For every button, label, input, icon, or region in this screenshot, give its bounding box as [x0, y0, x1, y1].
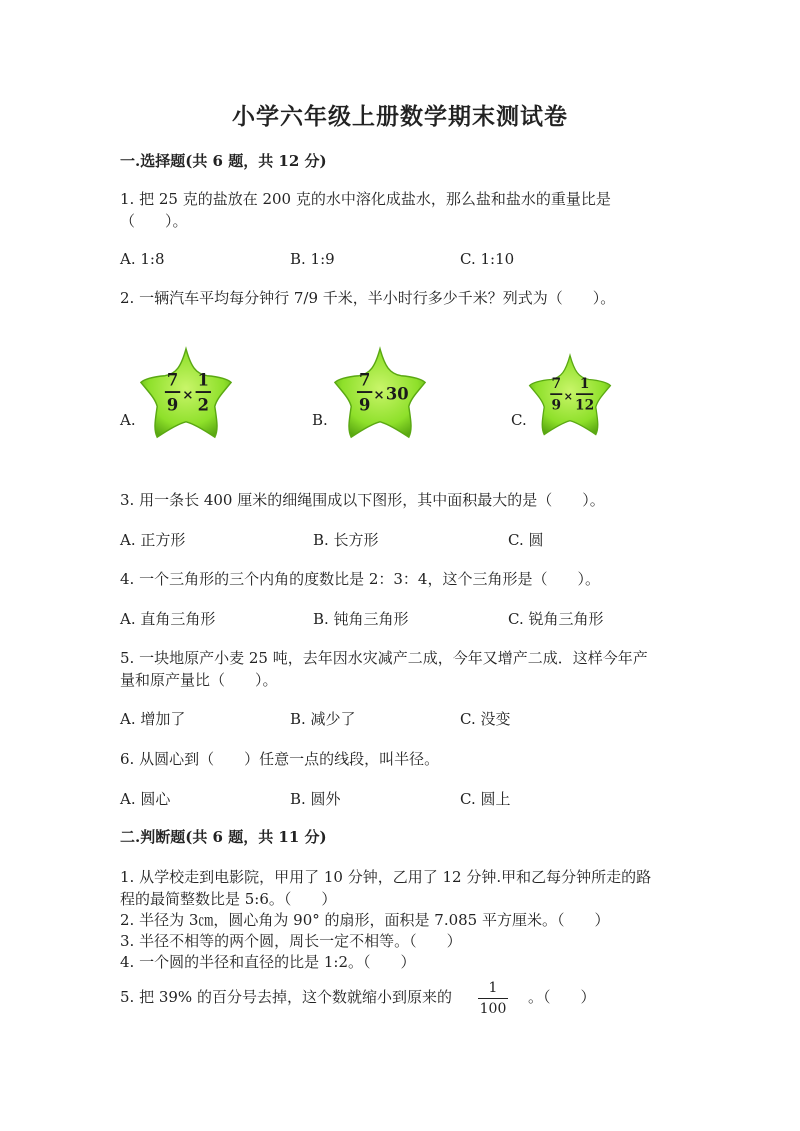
- question-5-line1: 5. 一块地原产小麦 25 吨，去年因水灾减产二成，今年又增产二成．这样今年产: [120, 649, 648, 667]
- judge-5-fraction-num: 1: [488, 980, 498, 996]
- question-6: 6. 从圆心到（ ）任意一点的线段，叫半径。: [120, 750, 440, 768]
- question-3: 3. 用一条长 400 厘米的细绳围成以下图形，其中面积最大的是（ ）。: [120, 491, 605, 509]
- star-c-op: ×: [563, 390, 573, 404]
- question-5-line2: 量和原产量比（ ）。: [120, 671, 278, 689]
- judge-5-tail: 。（ ）: [528, 988, 596, 1006]
- q4-option-a: A. 直角三角形: [120, 610, 216, 628]
- judge-4: 4. 一个圆的半径和直径的比是 1:2。（ ）: [120, 953, 416, 971]
- q3-option-c: C. 圆: [508, 531, 544, 549]
- question-4: 4. 一个三角形的三个内角的度数比是 2：3：4，这个三角形是（ ）。: [120, 570, 600, 588]
- q2-option-b-label: B.: [312, 411, 328, 429]
- q5-option-c: C. 没变: [460, 710, 511, 728]
- q5-option-a: A. 增加了: [120, 710, 186, 728]
- star-a-op: ×: [182, 386, 194, 403]
- judge-1-line1: 1. 从学校走到电影院，甲用了 10 分钟，乙用了 12 分钟.甲和乙每分钟所走的路: [120, 868, 652, 886]
- q2-option-b-star-image: [332, 345, 428, 441]
- page-title: 小学六年级上册数学期末测试卷: [232, 103, 568, 130]
- question-2: 2. 一辆汽车平均每分钟行 7/9 千米，半小时行多少千米？列式为（ ）。: [120, 289, 616, 307]
- judge-5-text: 5. 把 39% 的百分号去掉，这个数就缩小到原来的: [120, 988, 452, 1006]
- q1-option-c: C. 1:10: [460, 250, 515, 268]
- q4-option-c: C. 锐角三角形: [508, 610, 604, 628]
- q2-option-a-label: A.: [120, 411, 136, 429]
- star-b-right: 30: [385, 384, 409, 404]
- section-heading-judgement: 二.判断题(共 6 题，共 11 分): [120, 828, 327, 846]
- star-c-rden: 12: [575, 397, 595, 414]
- judge-5-fraction-den: 100: [479, 1001, 507, 1017]
- star-c-den: 9: [551, 397, 562, 414]
- q2-option-c-label: C.: [511, 411, 527, 429]
- q1-option-a: A. 1:8: [120, 250, 165, 268]
- question-1-line1: 1. 把 25 克的盐放在 200 克的水中溶化成盐水，那么盐和盐水的重量比是: [120, 190, 611, 208]
- q3-option-a: A. 正方形: [120, 531, 186, 549]
- q6-option-a: A. 圆心: [120, 790, 171, 808]
- judge-2: 2. 半径为 3㎝，圆心角为 90° 的扇形，面积是 7.085 平方厘米。（ ）: [120, 911, 610, 929]
- q6-option-c: C. 圆上: [460, 790, 511, 808]
- q2-option-a-star-image: [138, 345, 234, 441]
- star-a-num: 7: [166, 370, 179, 390]
- q4-option-b: B. 钝角三角形: [313, 610, 409, 628]
- question-1-line2: （ ）。: [120, 212, 188, 230]
- section-heading-choice: 一.选择题(共 6 题，共 12 分): [120, 152, 327, 170]
- star-b-den: 9: [358, 395, 371, 415]
- q5-option-b: B. 减少了: [290, 710, 356, 728]
- star-b-op: ×: [373, 386, 385, 403]
- star-a-rden: 2: [197, 395, 209, 415]
- star-a-den: 9: [166, 395, 179, 415]
- star-c-rnum: 1: [579, 376, 590, 393]
- star-b-num: 7: [358, 370, 371, 390]
- q1-option-b: B. 1:9: [290, 250, 335, 268]
- star-a-rnum: 1: [197, 370, 209, 390]
- judge-5-fraction: [478, 980, 508, 1017]
- star-c-num: 7: [551, 376, 562, 393]
- judge-3: 3. 半径不相等的两个圆，周长一定不相等。（ ）: [120, 932, 462, 950]
- fraction-bar: [478, 998, 508, 999]
- q3-option-b: B. 长方形: [313, 531, 379, 549]
- q2-option-c-star-image: [527, 352, 613, 438]
- judge-1-line2: 程的最简整数比是 5:6。（ ）: [120, 890, 337, 908]
- q6-option-b: B. 圆外: [290, 790, 341, 808]
